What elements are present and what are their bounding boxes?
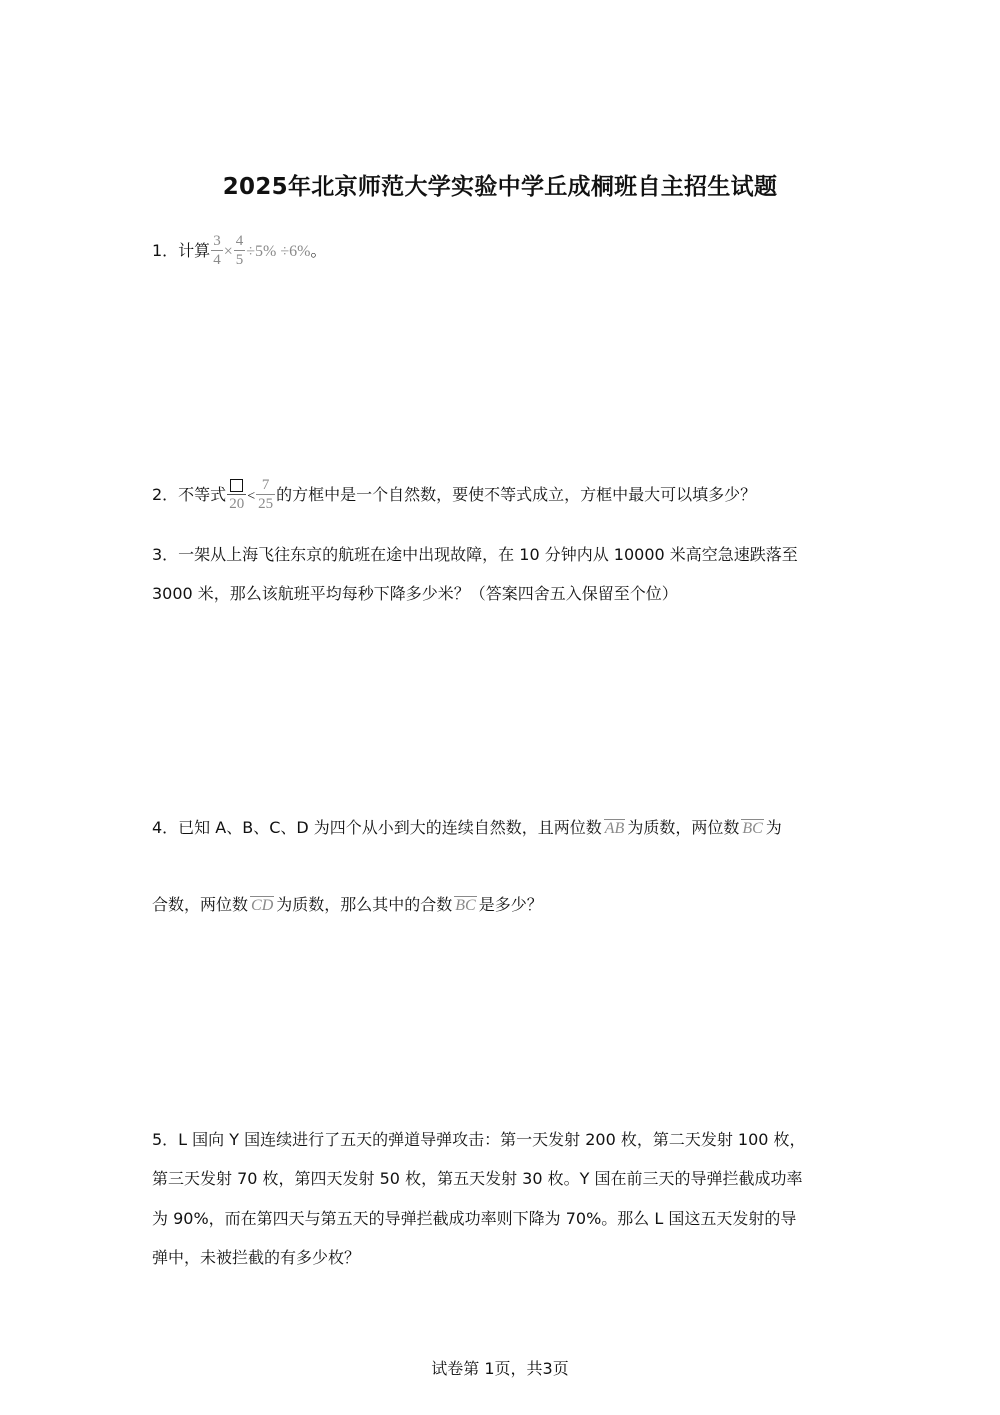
question-4-text-a: 4．已知 A、B、C、D 为四个从小到大的连续自然数，且两位数: [152, 818, 602, 837]
question-4-line-1: [152, 817, 782, 840]
question-4-text-d: 合数，两位数: [152, 895, 249, 914]
question-4-text-e: 为质数，那么其中的合数: [276, 895, 453, 914]
less-than-sign: <: [247, 489, 256, 504]
division-expression: ÷5% ÷6%: [246, 243, 311, 260]
times-sign: ×: [223, 243, 233, 260]
question-4-text-c: 为: [765, 818, 782, 837]
overline-cd: CD: [251, 897, 274, 914]
question-4-text-b: 为质数，两位数: [627, 818, 740, 837]
question-5-line-2: 第三天发射 70 枚，第四天发射 50 枚，第五天发射 30 枚。Y 国在前三天的导弹拦截成功率: [152, 1169, 803, 1188]
overline-ab: AB: [604, 820, 625, 837]
question-2: [152, 477, 756, 514]
question-5-line-1: 5．L 国向 Y 国连续进行了五天的弹道导弹攻击：第一天发射 200 枚，第二天发射 100 枚，: [152, 1130, 806, 1149]
page-footer: 试卷第 1页，共3页: [431, 1359, 569, 1378]
question-4-text-f: 是多少？: [478, 895, 543, 914]
fraction-3-4: $\frac{3}{4}$: [213, 233, 221, 268]
fraction-7-25: $\frac{7}{25}$: [258, 477, 274, 512]
blank-box: [230, 479, 243, 492]
question-3-line-2: 3000 米，那么该航班平均每秒下降多少米？（答案四舍五入保留至个位）: [152, 584, 678, 603]
overline-bc: BC: [742, 820, 763, 837]
fraction-4-5: $\frac{4}{5}$: [235, 233, 244, 268]
question-5-line-3: 为 90%，而在第四天与第五天的导弹拦截成功率则下降为 70%。那么 L 国这五天发射的导: [152, 1209, 797, 1228]
question-1-end: 。: [310, 241, 327, 260]
question-1: [152, 233, 326, 270]
page-title: 2025年北京师范大学实验中学丘成桐班自主招生试题: [222, 174, 778, 200]
question-3-line-1: 3．一架从上海飞往东京的航班在途中出现故障，在 10 分钟内从 10000 米高空急速跌落至: [152, 545, 798, 564]
question-2-prefix: 2．不等式: [152, 485, 227, 504]
question-2-suffix: 的方框中是一个自然数，要使不等式成立，方框中最大可以填多少？: [276, 485, 757, 504]
overline-bc-2: BC: [455, 897, 476, 914]
fraction-box-over-20: 20: [227, 476, 246, 513]
question-1-prefix: 1．计算: [152, 241, 211, 260]
question-4-line-2: [152, 894, 543, 917]
question-5-line-4: 弹中，未被拦截的有多少枚？: [152, 1248, 361, 1267]
